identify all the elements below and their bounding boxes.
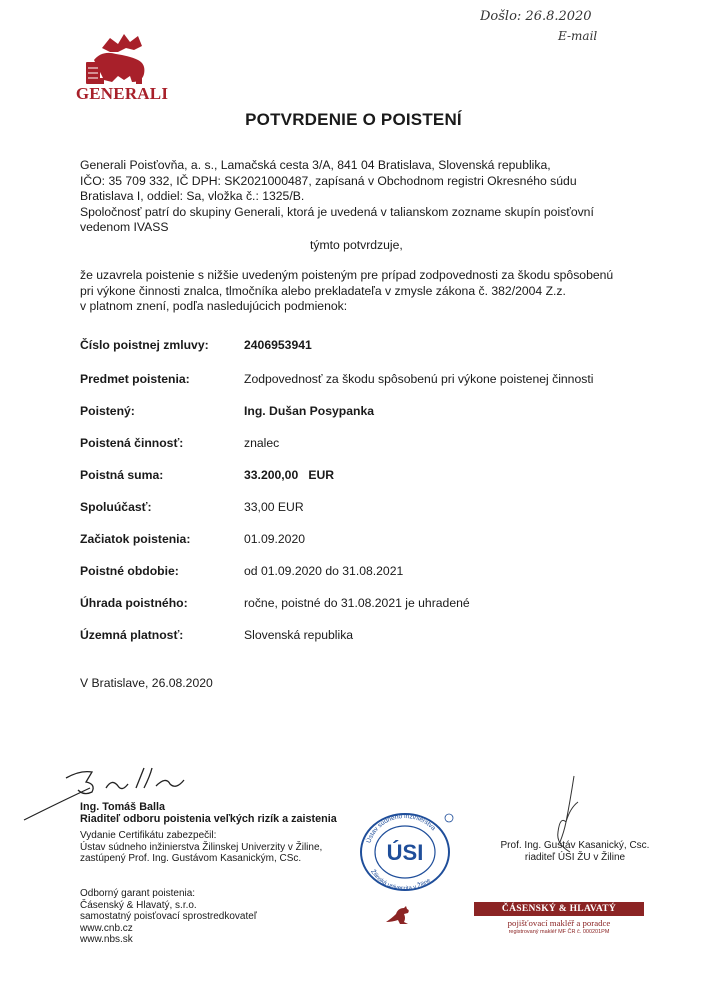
detail-label: Poistné obdobie:	[80, 564, 179, 578]
detail-label: Poistený:	[80, 404, 135, 418]
detail-row-policy-number	[80, 338, 680, 354]
guarantor-link: www.cnb.cz	[80, 922, 133, 934]
signer-block	[80, 801, 337, 825]
kasanicky-role: riaditeľ ÚSI ŽU v Žiline	[524, 852, 626, 863]
detail-row-start	[80, 532, 680, 548]
broker-subtitle: pojišťovací makléř a poradce	[507, 918, 611, 928]
document-title: POTVRDENIE O POISTENÍ	[245, 110, 462, 129]
detail-label: Úhrada poistného:	[80, 596, 188, 610]
usi-stamp	[355, 812, 455, 892]
broker-registration: registrovaný makléř MF ČR č. 000201PM	[508, 929, 610, 935]
kangaroo-icon	[384, 904, 414, 926]
detail-value: 2406953941	[244, 338, 312, 352]
detail-value: Ing. Dušan Posypanka	[244, 404, 375, 418]
usi-stamp-top-text: Ústav súdneho inžinierstva	[365, 812, 437, 844]
handnote-line2: E-mail	[558, 29, 598, 43]
issuer-line: Vydanie Certifikátu zabezpečil:	[80, 830, 217, 841]
handwritten-received-note	[480, 4, 650, 48]
detail-label: Spoluúčasť:	[80, 500, 152, 514]
generali-wordmark: GENERALI	[75, 84, 169, 103]
insurance-statement	[80, 268, 660, 315]
detail-value: 33.200,00 EUR	[244, 468, 335, 482]
detail-label: Poistná suma:	[80, 468, 164, 482]
guarantor-line: samostatný poisťovací sprostredkovateľ	[80, 911, 257, 922]
detail-label: Predmet poistenia:	[80, 372, 190, 386]
detail-value: od 01.09.2020 do 31.08.2021	[244, 564, 404, 578]
detail-value: 33,00 EUR	[244, 500, 304, 514]
guarantor-line: Odborný garant poistenia:	[80, 888, 196, 899]
detail-row-territory	[80, 628, 680, 644]
usi-stamp-bottom-text: Žilinská univerzita v Žiline	[369, 869, 433, 892]
detail-value: 01.09.2020	[244, 532, 305, 546]
usi-stamp-center: ÚSI	[386, 840, 424, 865]
svg-text:Žilinská univerzita v Žiline	[369, 868, 432, 892]
insurer-intro	[80, 158, 660, 236]
guarantor-link: www.nbs.sk	[80, 934, 133, 945]
certificate-issuer	[80, 830, 322, 865]
detail-row-insured	[80, 404, 680, 420]
detail-label: Územná platnosť:	[80, 628, 184, 642]
intro-line: IČO: 35 709 332, IČ DPH: SK2021000487, zapísaná v Obchodnom registri Okresného súdu	[80, 173, 577, 188]
detail-value: ročne, poistné do 31.08.2021 je uhradené	[244, 596, 470, 610]
detail-value: Zodpovednosť za škodu spôsobenú pri výkone poistenej činnosti	[244, 372, 594, 386]
broker-name: ČÁSENSKÝ & HLAVATÝ	[474, 902, 644, 916]
handnote-line1: Došlo: 26.8.2020	[480, 9, 592, 24]
detail-value: znalec	[244, 436, 280, 450]
detail-row-period	[80, 564, 680, 580]
intro-line: Generali Poisťovňa, a. s., Lamačská cesta 3/A, 841 04 Bratislava, Slovenská republika,	[80, 158, 551, 172]
statement-line: v platnom znení, podľa nasledujúcich podmienok:	[80, 299, 348, 313]
broker-logo	[474, 902, 644, 935]
issuer-line: zastúpený Prof. Ing. Gustávom Kasanickým, CSc.	[80, 853, 302, 864]
intro-line: vedenom IVASS	[80, 220, 169, 234]
confirmation-phrase: týmto potvrdzuje,	[310, 238, 403, 252]
detail-label: Poistená činnosť:	[80, 436, 184, 450]
detail-value: Slovenská republika	[244, 628, 354, 642]
signer-title: Riaditeľ odboru poistenia veľkých rizík a zaistenia	[80, 813, 337, 825]
place-and-date: V Bratislave, 26.08.2020	[80, 676, 213, 690]
statement-line: že uzavrela poistenie s nižšie uvedeným poisteným pre prípad zodpovednosti za škodu spôsobenú	[80, 268, 614, 282]
detail-label: Číslo poistnej zmluvy:	[80, 338, 209, 352]
detail-label: Začiatok poistenia:	[80, 532, 191, 546]
detail-row-deductible	[80, 500, 680, 516]
issuer-line: Ústav súdneho inžinierstva Žilinskej Univerzity v Žiline,	[80, 841, 323, 853]
intro-line: Spoločnosť patrí do skupiny Generali, ktorá je uvedená v talianskom zozname skupín poisťovní	[80, 204, 594, 219]
detail-row-subject	[80, 372, 680, 388]
guarantor-line: Čásenský & Hlavatý, s.r.o.	[80, 899, 197, 911]
statement-line: pri výkone činnosti znalca, tlmočníka alebo prekladateľa v zmysle zákona č. 382/2004 Z.z.	[80, 283, 566, 298]
kasanicky-name: Prof. Ing. Gustáv Kasanický, Csc.	[500, 840, 650, 851]
detail-row-activity	[80, 436, 680, 452]
detail-row-sum-insured	[80, 468, 680, 484]
kasanicky-block	[495, 840, 655, 864]
signer-name: Ing. Tomáš Balla	[80, 801, 165, 813]
intro-line: Bratislava I, oddiel: Sa, vložka č.: 1325/B.	[80, 189, 305, 203]
detail-row-premium-payment	[80, 596, 680, 612]
insurance-guarantor	[80, 888, 257, 946]
